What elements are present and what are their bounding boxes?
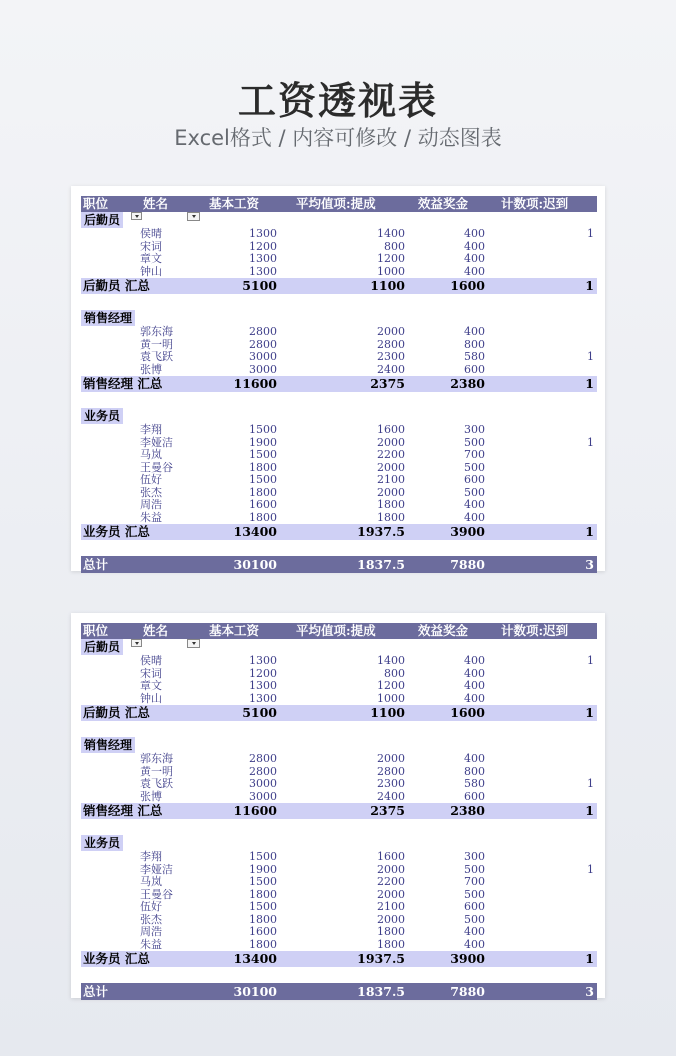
base-salary-value: 1800 [249,460,277,474]
header-count-late[interactable]: 计数项:迟到 [501,196,569,211]
bonus-value: 400 [464,654,485,667]
header-name[interactable]: 姓名 [143,623,169,638]
bonus-value: 300 [464,850,485,863]
bonus-value: 600 [464,473,485,486]
bonus-value: 400 [464,691,485,705]
employee-name: 马岚 [140,875,162,888]
avg-commission-value: 800 [384,239,405,253]
subtotal-row [81,705,597,721]
base-salary-value: 1300 [249,691,277,705]
total-spacer [81,540,597,556]
base-salary-value: 1500 [249,900,277,913]
employee-name: 宋词 [140,239,162,253]
employee-name: 周浩 [140,925,162,938]
group-spacer [81,721,597,737]
employee-name: 章文 [140,252,162,265]
bonus-value: 400 [464,252,485,265]
subtotal-count: 1 [585,705,594,720]
table-row [81,253,597,266]
subtotal-bonus: 2380 [450,376,485,391]
bonus-value: 400 [464,325,485,338]
subtotal-bonus: 1600 [450,278,485,293]
base-salary-value: 2800 [249,764,277,778]
employee-name: 马岚 [140,448,162,461]
table-row [81,449,597,462]
avg-commission-value: 1000 [377,691,405,705]
total-bonus: 7880 [450,984,485,999]
avg-commission-value: 1800 [377,498,405,511]
table-header [81,196,597,212]
base-salary-value: 1500 [249,875,277,888]
header-position[interactable]: 职位 [83,623,109,638]
employee-name: 袁飞跃 [140,777,173,790]
header-base-salary[interactable]: 基本工资 [209,623,260,638]
bonus-value: 400 [464,227,485,240]
name-filter-dropdown-icon[interactable] [187,212,200,221]
avg-commission-value: 2100 [377,473,405,486]
subtotal-base: 5100 [242,705,277,720]
header-count-late[interactable]: 计数项:迟到 [501,623,569,638]
grand-total-row [81,556,597,573]
table-row [81,351,597,364]
bonus-value: 400 [464,752,485,765]
employee-name: 侯晴 [140,227,162,240]
avg-commission-value: 2800 [377,764,405,778]
avg-commission-value: 2200 [377,448,405,461]
table-header [81,623,597,639]
base-salary-value: 1900 [249,862,277,876]
employee-name: 王曼谷 [140,887,173,901]
subtotal-row [81,278,597,294]
total-label: 总计 [83,984,109,999]
subtotal-avg: 1937.5 [357,951,405,966]
count-late-value: 1 [587,654,594,667]
subtotal-base: 11600 [233,376,277,391]
table-row [81,778,597,791]
subtotal-row [81,524,597,540]
employee-name: 李翔 [140,423,162,436]
group-label-row [81,310,597,326]
total-avg: 1837.5 [357,557,405,572]
group-label-row [81,737,597,753]
subtotal-bonus: 3900 [450,951,485,966]
base-salary-value: 1300 [249,227,277,240]
total-label: 总计 [83,557,109,572]
employee-name: 张杰 [140,485,162,499]
avg-commission-value: 1200 [377,679,405,692]
avg-commission-value: 2000 [377,887,405,901]
subtotal-avg: 2375 [370,376,405,391]
base-salary-value: 1800 [249,510,277,524]
subtotal-label: 销售经理 汇总 [83,803,163,818]
avg-commission-value: 2200 [377,875,405,888]
base-salary-value: 1300 [249,654,277,667]
bonus-value: 500 [464,862,485,876]
table-row [81,851,597,864]
subtotal-bonus: 2380 [450,803,485,818]
base-salary-value: 3000 [249,789,277,803]
avg-commission-value: 2300 [377,350,405,363]
avg-commission-value: 2400 [377,789,405,803]
employee-name: 朱益 [140,937,162,951]
employee-name: 黄一明 [140,337,173,351]
avg-commission-value: 2300 [377,777,405,790]
total-bonus: 7880 [450,557,485,572]
bonus-value: 400 [464,264,485,278]
count-late-value: 1 [587,862,594,876]
bonus-value: 400 [464,925,485,938]
table-row [81,791,597,804]
base-salary-value: 1500 [249,850,277,863]
avg-commission-value: 2000 [377,485,405,499]
group-label-row [81,639,597,655]
base-salary-value: 3000 [249,362,277,376]
base-salary-value: 1800 [249,937,277,951]
pivot-table-1 [81,196,597,573]
avg-commission-value: 1400 [377,227,405,240]
group-spacer [81,294,597,310]
subtotal-count: 1 [585,524,594,539]
avg-commission-value: 2000 [377,325,405,338]
pivot-sheet-2 [71,613,605,998]
employee-name: 袁飞跃 [140,350,173,363]
total-base: 30100 [233,984,277,999]
employee-name: 张杰 [140,912,162,926]
bonus-value: 400 [464,498,485,511]
group-label-row [81,408,597,424]
pivot-sheet-1 [71,186,605,571]
employee-name: 钟山 [140,691,162,705]
avg-commission-value: 1800 [377,925,405,938]
subtotal-base: 13400 [233,951,277,966]
table-row [81,326,597,339]
total-avg: 1837.5 [357,984,405,999]
table-row [81,364,597,377]
avg-commission-value: 1200 [377,252,405,265]
subtotal-bonus: 1600 [450,705,485,720]
table-row [81,693,597,706]
bonus-value: 400 [464,666,485,680]
base-salary-value: 1500 [249,473,277,486]
bonus-value: 400 [464,679,485,692]
subtotal-bonus: 3900 [450,524,485,539]
page-title: 工资透视表 [237,79,438,123]
bonus-value: 500 [464,912,485,926]
group-label[interactable]: 销售经理 [81,737,135,753]
avg-commission-value: 2000 [377,912,405,926]
subtotal-avg: 1937.5 [357,524,405,539]
group-label[interactable]: 业务员 [81,835,123,851]
avg-commission-value: 2100 [377,900,405,913]
header-name[interactable]: 姓名 [143,196,169,211]
group-label-row [81,835,597,851]
employee-name: 郭东海 [140,325,173,338]
grand-total-row [81,983,597,1000]
header-position[interactable]: 职位 [83,196,109,211]
employee-name: 张博 [140,789,162,803]
total-count: 3 [585,557,594,572]
table-row [81,926,597,939]
base-salary-value: 1300 [249,252,277,265]
bonus-value: 700 [464,875,485,888]
bonus-value: 500 [464,460,485,474]
total-count: 3 [585,984,594,999]
bonus-value: 400 [464,510,485,524]
subtotal-base: 13400 [233,524,277,539]
base-salary-value: 3000 [249,777,277,790]
bonus-value: 800 [464,764,485,778]
employee-name: 朱益 [140,510,162,524]
subtotal-count: 1 [585,376,594,391]
subtotal-label: 业务员 汇总 [83,524,150,539]
bonus-value: 500 [464,887,485,901]
subtotal-avg: 1100 [370,705,405,720]
avg-commission-value: 1800 [377,510,405,524]
bonus-value: 700 [464,448,485,461]
total-spacer [81,967,597,983]
subtotal-row [81,803,597,819]
subtotal-row [81,951,597,967]
group-label[interactable]: 销售经理 [81,310,135,326]
table-row [81,499,597,512]
table-row [81,680,597,693]
table-row [81,939,597,952]
bonus-value: 500 [464,485,485,499]
table-row [81,266,597,279]
group-label[interactable]: 业务员 [81,408,123,424]
table-row [81,424,597,437]
employee-name: 黄一明 [140,764,173,778]
count-late-value: 1 [587,350,594,363]
subtotal-avg: 2375 [370,803,405,818]
count-late-value: 1 [587,435,594,449]
bonus-value: 580 [464,350,485,363]
avg-commission-value: 1600 [377,423,405,436]
subtotal-count: 1 [585,951,594,966]
avg-commission-value: 1600 [377,850,405,863]
group-spacer [81,819,597,835]
employee-name: 伍好 [140,900,162,913]
subtotal-label: 销售经理 汇总 [83,376,163,391]
avg-commission-value: 2000 [377,862,405,876]
subtotal-label: 后勤员 汇总 [83,705,150,720]
bonus-value: 400 [464,239,485,253]
bonus-value: 600 [464,789,485,803]
bonus-value: 500 [464,435,485,449]
header-base-salary[interactable]: 基本工资 [209,196,260,211]
base-salary-value: 1800 [249,912,277,926]
avg-commission-value: 1000 [377,264,405,278]
base-salary-value: 1500 [249,448,277,461]
avg-commission-value: 1800 [377,937,405,951]
position-filter-dropdown-icon[interactable] [131,639,142,647]
base-salary-value: 1300 [249,679,277,692]
bonus-value: 600 [464,900,485,913]
employee-name: 侯晴 [140,654,162,667]
employee-name: 王曼谷 [140,460,173,474]
base-salary-value: 2800 [249,337,277,351]
base-salary-value: 1600 [249,498,277,511]
table-row [81,901,597,914]
employee-name: 章文 [140,679,162,692]
base-salary-value: 1500 [249,423,277,436]
employee-name: 张博 [140,362,162,376]
group-spacer [81,392,597,408]
avg-commission-value: 2400 [377,362,405,376]
base-salary-value: 2800 [249,325,277,338]
bonus-value: 800 [464,337,485,351]
group-label[interactable]: 后勤员 [81,212,123,228]
page-subtitle: Excel格式 / 内容可修改 / 动态图表 [174,126,502,150]
subtotal-base: 5100 [242,278,277,293]
total-base: 30100 [233,557,277,572]
employee-name: 李娅洁 [140,435,173,449]
avg-commission-value: 2000 [377,752,405,765]
avg-commission-value: 2000 [377,435,405,449]
employee-name: 周浩 [140,498,162,511]
position-filter-dropdown-icon[interactable] [131,212,142,220]
base-salary-value: 3000 [249,350,277,363]
table-row [81,876,597,889]
base-salary-value: 1200 [249,666,277,680]
table-row [81,474,597,487]
table-row [81,753,597,766]
employee-name: 伍好 [140,473,162,486]
base-salary-value: 1800 [249,887,277,901]
pivot-table-2 [81,623,597,1000]
bonus-value: 400 [464,937,485,951]
base-salary-value: 1300 [249,264,277,278]
base-salary-value: 1200 [249,239,277,253]
employee-name: 郭东海 [140,752,173,765]
avg-commission-value: 2000 [377,460,405,474]
subtotal-avg: 1100 [370,278,405,293]
group-label[interactable]: 后勤员 [81,639,123,655]
avg-commission-value: 1400 [377,654,405,667]
table-row [81,512,597,525]
base-salary-value: 1900 [249,435,277,449]
bonus-value: 600 [464,362,485,376]
subtotal-row [81,376,597,392]
subtotal-count: 1 [585,803,594,818]
group-label-row [81,212,597,228]
subtotal-label: 业务员 汇总 [83,951,150,966]
table-row [81,228,597,241]
subtotal-label: 后勤员 汇总 [83,278,150,293]
subtotal-base: 11600 [233,803,277,818]
name-filter-dropdown-icon[interactable] [187,639,200,648]
employee-name: 宋词 [140,666,162,680]
header-avg-commission[interactable]: 平均值项:提成 [296,196,376,211]
base-salary-value: 1800 [249,485,277,499]
avg-commission-value: 800 [384,666,405,680]
bonus-value: 300 [464,423,485,436]
employee-name: 钟山 [140,264,162,278]
employee-name: 李翔 [140,850,162,863]
count-late-value: 1 [587,227,594,240]
header-bonus[interactable]: 效益奖金 [418,196,469,211]
bonus-value: 580 [464,777,485,790]
employee-name: 李娅洁 [140,862,173,876]
base-salary-value: 1600 [249,925,277,938]
count-late-value: 1 [587,777,594,790]
avg-commission-value: 2800 [377,337,405,351]
table-row [81,655,597,668]
header-avg-commission[interactable]: 平均值项:提成 [296,623,376,638]
subtotal-count: 1 [585,278,594,293]
header-bonus[interactable]: 效益奖金 [418,623,469,638]
base-salary-value: 2800 [249,752,277,765]
